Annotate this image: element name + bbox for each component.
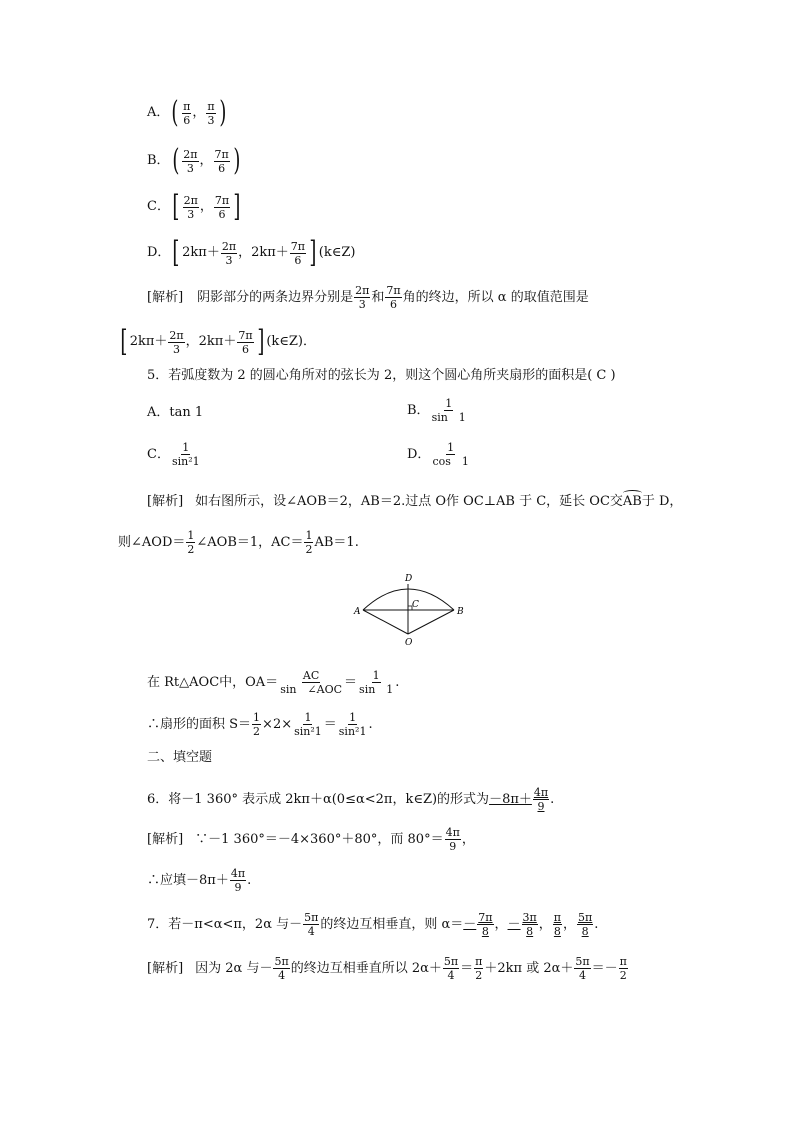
answer-blank: － $\frac{7\pi}{8}$ xyxy=(463,911,493,938)
sector-diagram xyxy=(350,570,470,650)
solution-tag: [解析] xyxy=(147,289,184,305)
fraction: $\frac{\pi}{6}$ xyxy=(183,99,191,127)
fraction: $\frac{1}{\sin 1}$ xyxy=(431,397,466,424)
solution-6-line-2: ∴应填－8π＋ $\frac{4\pi}{9}$ . xyxy=(147,867,252,894)
answer-blank xyxy=(576,911,594,938)
fraction: $\frac{4\pi}{9}$ xyxy=(230,867,246,894)
section-heading: 二、填空题 xyxy=(147,750,213,765)
answer-blank xyxy=(552,911,563,938)
solution-7-line-1: [解析] 因为 2α 与－ $\frac{5\pi}{4}$ 的终边互相垂直所以 2α＋ $\frac{5\pi}{4}$ ＝ $\frac{\pi}{2}$ ＋2kπ 或 2α＋ $\frac{5\pi}{4}$ ＝－ $\frac{\pi}{2}$ xyxy=(147,955,627,982)
option-5a: A．tan 1 xyxy=(147,405,204,420)
fraction: $\frac{2\pi}{3}$ xyxy=(221,239,237,267)
fraction: $\frac{5\pi}{4}$ xyxy=(443,955,459,982)
fraction: $\frac{AC}{\text{sin ∠AOC}}$ xyxy=(280,669,343,696)
solution-tag: [解析] xyxy=(147,960,184,976)
fraction: $\frac{1}{\text{sin²1}}$ xyxy=(171,441,200,468)
fraction: $\frac{1}{\sin 1}$ xyxy=(359,669,394,696)
fraction: $\frac{3\pi}{8}$ xyxy=(522,911,537,938)
arc-ab: AB xyxy=(622,494,642,509)
solution-4-line-1: [解析] 阴影部分的两条边界分别是 $\frac{2\pi}{3}$ 和 $\frac{7\pi}{6}$ 角的终边，所以 α 的取值范围是 xyxy=(147,284,589,311)
label-a: A xyxy=(354,607,361,617)
fraction: $\frac{5\pi}{4}$ xyxy=(304,911,319,938)
fraction: $\frac{7\pi}{6}$ xyxy=(214,147,229,175)
option-a: A． ( $\frac{\pi}{6}$ ， $\frac{\pi}{3}$ ) xyxy=(147,95,226,130)
fraction: $\frac{5\pi}{8}$ xyxy=(578,911,593,938)
fraction: $\frac{\pi}{2}$ xyxy=(619,955,627,982)
question-7: 7．若－π<α<π，2α 与－ $\frac{5\pi}{4}$ 的终边互相垂直，则 α＝ － $\frac{7\pi}{8}$ ， － $\frac{3\pi}{8}$ ， $\frac{\pi}{8}$ ， $\frac{5\pi}{8}$ . xyxy=(147,911,599,938)
fraction: $\frac{\pi}{2}$ xyxy=(475,955,483,982)
fraction: $\frac{2\pi}{3}$ xyxy=(355,284,370,311)
fraction: $\frac{7\pi}{6}$ xyxy=(290,239,306,267)
fraction: $\frac{7\pi}{6}$ xyxy=(386,284,401,311)
fraction: $\frac{5\pi}{4}$ xyxy=(575,955,590,982)
option-c: C． [ $\frac{2\pi}{3}$ ， $\frac{7\pi}{6}$ ] xyxy=(147,189,241,224)
label-d: D xyxy=(405,574,413,584)
label-o: O xyxy=(405,638,413,648)
fraction: $\frac{7\pi}{6}$ xyxy=(238,328,253,356)
label-c: C xyxy=(412,600,419,610)
question-5-stem: 5．若弧度数为 2 的圆心角所对的弦长为 2，则这个圆心角所夹扇形的面积是( C ) xyxy=(147,368,616,383)
fraction: $\frac{\pi}{8}$ xyxy=(553,911,562,938)
fraction: $\frac{7\pi}{8}$ xyxy=(478,911,493,938)
fraction: $\frac{7\pi}{6}$ xyxy=(214,193,230,221)
fraction: $\frac{1}{\cos 1}$ xyxy=(432,441,469,468)
fraction: $\frac{5\pi}{4}$ xyxy=(274,955,289,982)
fraction: $\frac{\pi}{3}$ xyxy=(207,99,215,127)
fraction: $\frac{1}{\text{sin²1}}$ xyxy=(338,711,367,738)
solution-5-line-4: ∴扇形的面积 S＝ $\frac{1}{2}$ ×2× $\frac{1}{\text{sin²1}}$ ＝ $\frac{1}{\text{sin²1}}$ . xyxy=(147,711,373,738)
option-5b: B． $\frac{1}{\sin 1}$ xyxy=(407,397,466,424)
fraction: $\frac{2\pi}{3}$ xyxy=(169,328,184,356)
label-b: B xyxy=(457,607,464,617)
solution-5-line-2: 则∠AOD＝ $\frac{1}{2}$ ∠AOB＝1，AC＝ $\frac{1}{2}$ AB＝1. xyxy=(118,529,359,556)
answer-blank: －8π＋ $\frac{4\pi}{9}$ xyxy=(489,786,549,813)
fraction: $\frac{1}{2}$ xyxy=(305,529,313,556)
fraction: $\frac{4\pi}{9}$ xyxy=(533,786,549,813)
answer-blank: － $\frac{3\pi}{8}$ xyxy=(507,911,537,938)
solution-tag: [解析] xyxy=(147,831,184,847)
fraction: $\frac{2\pi}{3}$ xyxy=(183,147,198,175)
fraction: $\frac{1}{2}$ xyxy=(187,529,195,556)
solution-tag: [解析] xyxy=(147,494,184,509)
segment-oa xyxy=(363,610,408,634)
question-6: 6．将－1 360° 表示成 2kπ＋α(0≤α<2π，k∈Z)的形式为 －8π＋ $\frac{4\pi}{9}$ . xyxy=(147,786,555,813)
option-5d: D． $\frac{1}{\cos 1}$ xyxy=(407,441,469,468)
fraction: $\frac{1}{2}$ xyxy=(253,711,261,738)
solution-6-line-1: [解析] ∵－1 360°＝－4×360°＋80°，而 80°＝ $\frac{4\pi}{9}$ ， xyxy=(147,826,475,853)
option-d: D． [ 2kπ＋ $\frac{2\pi}{3}$ ，2kπ＋ $\frac{7\pi}{6}$ ] (k∈Z) xyxy=(147,235,356,270)
solution-4-line-2: [ 2kπ＋ $\frac{2\pi}{3}$ ，2kπ＋ $\frac{7\pi}{6}$ ] (k∈Z)． xyxy=(120,324,316,359)
solution-5-line-1: [解析] 如右图所示，设∠AOB＝2，AB＝2.过点 O作 OC⊥AB 于 C，延长 OC交 AB 于 D， xyxy=(147,494,683,509)
fraction: $\frac{4\pi}{9}$ xyxy=(445,826,460,853)
solution-5-line-3: 在 Rt△AOC中，OA＝ $\frac{AC}{\text{sin ∠AOC}}$ ＝ $\frac{1}{\sin 1}$ . xyxy=(147,669,400,696)
option-5c: C． $\frac{1}{\text{sin²1}}$ xyxy=(147,441,200,468)
option-b: B． ( $\frac{2\pi}{3}$ ， $\frac{7\pi}{6}$ ) xyxy=(147,143,241,178)
fraction: $\frac{2\pi}{3}$ xyxy=(183,193,198,221)
segment-ob xyxy=(408,610,454,634)
fraction: $\frac{1}{\text{sin²1}}$ xyxy=(294,711,322,738)
